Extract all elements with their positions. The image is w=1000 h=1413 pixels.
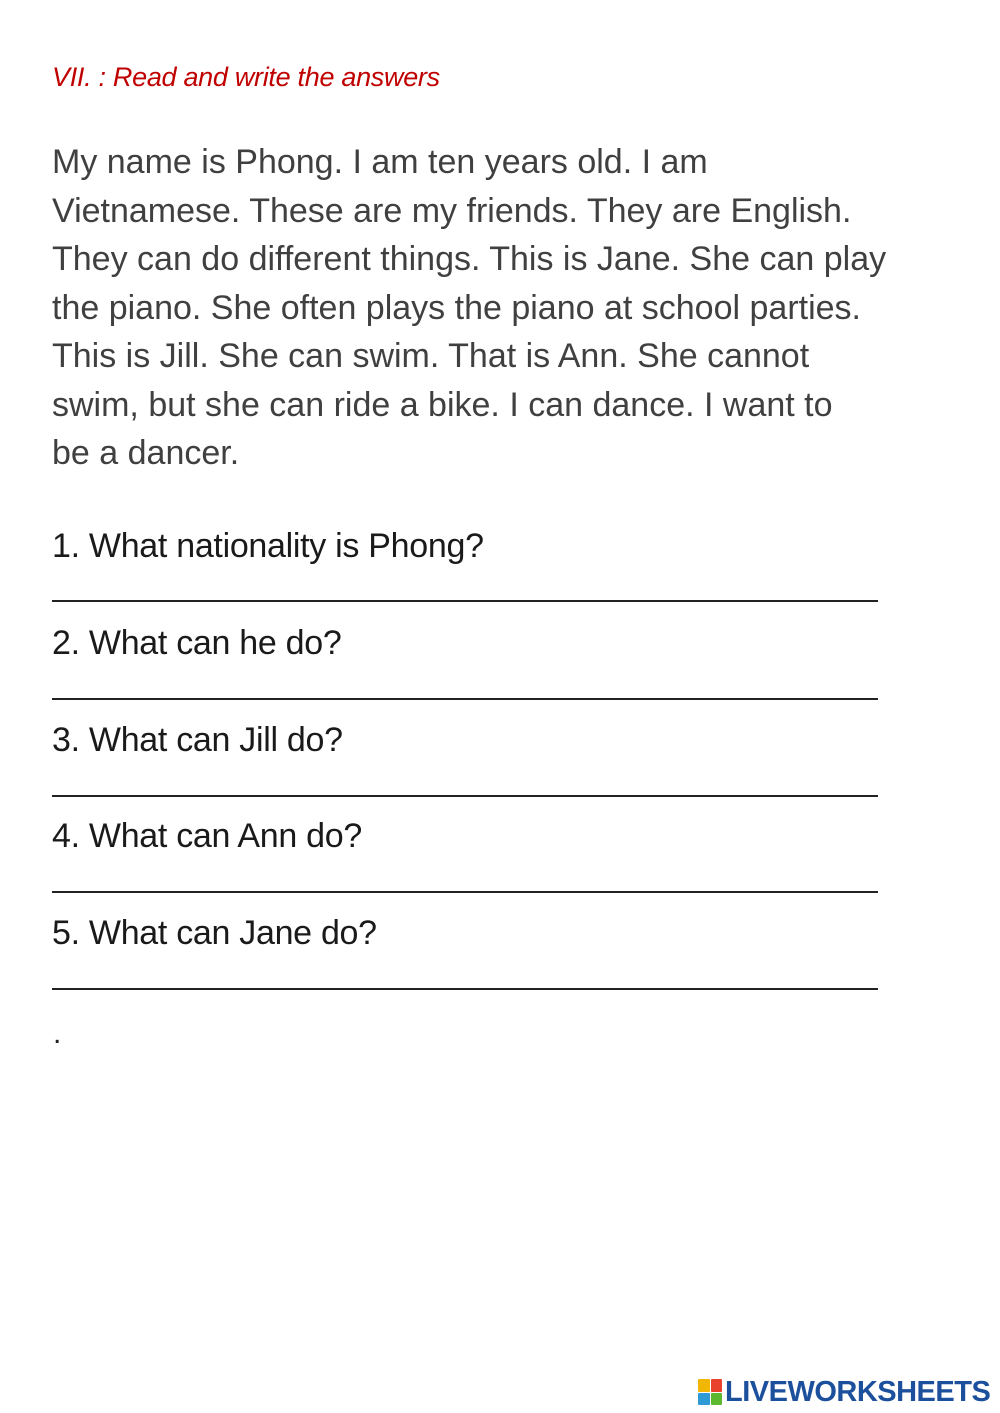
- question-3: 3. What can Jill do?: [52, 721, 343, 759]
- passage-line: This is Jill. She can swim. That is Ann. She cannot: [52, 337, 810, 375]
- answer-line-3[interactable]: [52, 795, 878, 797]
- passage-line: be a dancer.: [52, 434, 240, 472]
- passage-line: Vietnamese. These are my friends. They are English.: [52, 191, 852, 230]
- section-heading: VII. : Read and write the answers: [52, 62, 440, 92]
- question-1: 1. What nationality is Phong?: [52, 527, 484, 565]
- logo-text: LIVEWORKSHEETS: [725, 1375, 991, 1408]
- question-4: 4. What can Ann do?: [52, 817, 362, 855]
- answer-line-2[interactable]: [52, 698, 878, 700]
- liveworksheets-logo: [698, 1374, 990, 1410]
- liveworksheets-logo-icon: [698, 1379, 722, 1405]
- passage-line: They can do different things. This is Jane. She can play: [52, 240, 887, 278]
- question-5: 5. What can Jane do?: [52, 914, 377, 952]
- trailing-mark: .: [53, 1017, 62, 1050]
- reading-passage: [52, 138, 932, 478]
- answer-line-1[interactable]: [52, 600, 878, 602]
- passage-line: the piano. She often plays the piano at school parties.: [52, 288, 861, 327]
- answer-line-4[interactable]: [52, 891, 878, 893]
- question-2: 2. What can he do?: [52, 624, 342, 662]
- passage-line: My name is Phong. I am ten years old. I am: [52, 143, 708, 181]
- passage-line: swim, but she can ride a bike. I can dance. I want to: [52, 385, 833, 424]
- answer-line-5[interactable]: [52, 988, 878, 990]
